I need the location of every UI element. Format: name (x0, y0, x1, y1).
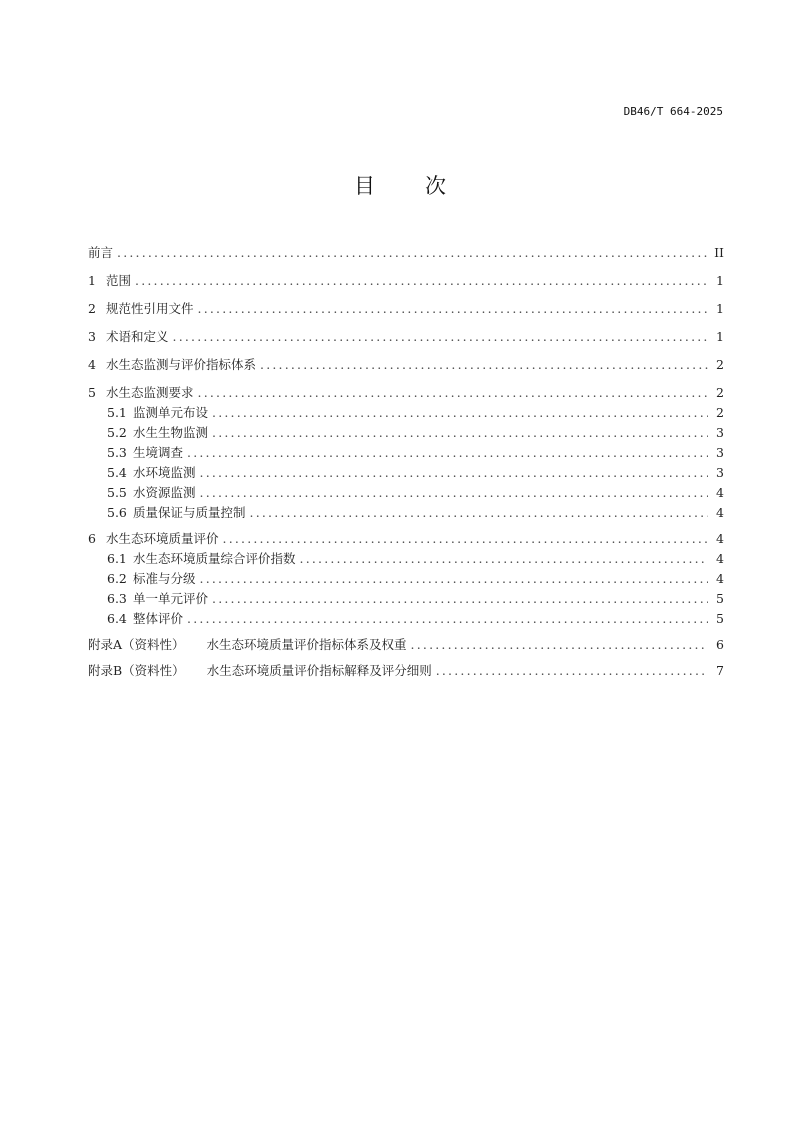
toc-entry-5[interactable] (88, 383, 724, 403)
toc-number: 5.6 (107, 505, 127, 520)
toc-label: 水生态环境质量评价指标解释及评分细则 (206, 663, 432, 678)
toc-leader-dots (173, 327, 708, 347)
toc-label: 水生态环境质量评价 (106, 531, 219, 546)
toc-page-number: 1 (716, 329, 724, 344)
toc-label: 规范性引用文件 (106, 301, 194, 316)
toc-leader-dots (200, 463, 708, 483)
toc-entry-6-1[interactable] (88, 549, 724, 569)
toc-leader-dots (436, 661, 708, 681)
toc-label: 水资源监测 (133, 485, 196, 500)
toc-leader-dots (117, 243, 708, 263)
toc-page-number: 4 (716, 505, 724, 520)
toc-leader-dots (198, 299, 708, 319)
toc-entry-3[interactable] (88, 327, 724, 347)
toc-page-number: 7 (716, 663, 724, 678)
toc-label: 水生生物监测 (133, 425, 209, 440)
toc-page-number: 2 (716, 357, 724, 372)
toc-page-number: 2 (716, 385, 724, 400)
toc-entry-1[interactable] (88, 271, 724, 291)
toc-entry-2[interactable] (88, 299, 724, 319)
title-char-2: 次 (425, 174, 446, 198)
toc-label: 水环境监测 (133, 465, 196, 480)
toc-leader-dots (187, 443, 708, 463)
toc-leader-dots (250, 503, 708, 523)
toc-number: 5.2 (107, 425, 127, 440)
toc-entry-5-2[interactable] (88, 423, 724, 443)
toc-leader-dots (135, 271, 708, 291)
toc-label: 标准与分级 (133, 571, 196, 586)
toc-entry-4[interactable] (88, 355, 724, 375)
toc-leader-dots (411, 635, 708, 655)
toc-number: 6 (88, 531, 96, 546)
toc-leader-dots (300, 549, 708, 569)
toc-label: 术语和定义 (106, 329, 169, 344)
toc-entry-6[interactable] (88, 529, 724, 549)
toc-label: 前言 (88, 245, 114, 260)
toc-page-number: 3 (716, 465, 724, 480)
toc-entry-6-2[interactable] (88, 569, 724, 589)
toc-page-number: 3 (716, 445, 724, 460)
toc-leader-dots (212, 589, 708, 609)
toc-number: 5.1 (107, 405, 127, 420)
toc-number: 1 (88, 273, 96, 288)
toc-leader-dots (212, 423, 708, 443)
toc-label: 水生态环境质量评价指标体系及权重 (206, 637, 407, 652)
toc-number: 5.5 (107, 485, 127, 500)
toc-label: 整体评价 (133, 611, 184, 626)
toc-page-number: 1 (716, 301, 724, 316)
toc-page-number: 4 (716, 571, 724, 586)
toc-number: 2 (88, 301, 96, 316)
toc-label: 单一单元评价 (133, 591, 209, 606)
toc-leader-dots (187, 609, 708, 629)
toc-number: 6.1 (107, 551, 127, 566)
toc-number: 3 (88, 329, 96, 344)
page-title (0, 170, 800, 200)
toc-page-number: 2 (716, 405, 724, 420)
toc-leader-dots (260, 355, 708, 375)
toc-entry-appendix-b[interactable] (88, 661, 724, 681)
title-char-1: 目 (354, 174, 375, 198)
toc-page-number: 4 (716, 551, 724, 566)
document-code: DB46/T 664-2025 (623, 105, 723, 118)
toc-entry-6-3[interactable] (88, 589, 724, 609)
toc-page-number: II (714, 245, 724, 260)
toc-entry-6-4[interactable] (88, 609, 724, 629)
toc-leader-dots (200, 483, 708, 503)
toc-label: 范围 (106, 273, 132, 288)
toc-label: 水生态监测要求 (106, 385, 194, 400)
toc-entry-5-6[interactable] (88, 503, 724, 523)
toc-leader-dots (212, 403, 708, 423)
toc-entry-5-4[interactable] (88, 463, 724, 483)
toc-leader-dots (200, 569, 708, 589)
toc-label: 水生态监测与评价指标体系 (106, 357, 257, 372)
toc-label: 监测单元布设 (133, 405, 209, 420)
toc-entry-5-5[interactable] (88, 483, 724, 503)
toc-entry-5-3[interactable] (88, 443, 724, 463)
toc-page-number: 1 (716, 273, 724, 288)
toc-number: 6.3 (107, 591, 127, 606)
toc-page-number: 6 (716, 637, 724, 652)
toc-number: 5.4 (107, 465, 127, 480)
toc-page-number: 4 (716, 485, 724, 500)
toc-label: 水生态环境质量综合评价指数 (133, 551, 296, 566)
toc-leader-dots (198, 383, 708, 403)
toc-entry-foreword[interactable] (88, 243, 724, 263)
toc-page-number: 4 (716, 531, 724, 546)
toc-page-number: 5 (716, 611, 724, 626)
toc-label: 生境调查 (133, 445, 184, 460)
toc-page-number: 3 (716, 425, 724, 440)
toc-entry-5-1[interactable] (88, 403, 724, 423)
toc-number: 6.4 (107, 611, 127, 626)
toc-number: 5.3 (107, 445, 127, 460)
toc-appendix-prefix: 附录A（资料性） (88, 637, 185, 652)
table-of-contents (88, 243, 724, 681)
toc-page-number: 5 (716, 591, 724, 606)
toc-leader-dots (223, 529, 708, 549)
toc-entry-appendix-a[interactable] (88, 635, 724, 655)
toc-label: 质量保证与质量控制 (133, 505, 246, 520)
toc-appendix-prefix: 附录B（资料性） (88, 663, 185, 678)
toc-number: 4 (88, 357, 96, 372)
toc-number: 6.2 (107, 571, 127, 586)
toc-number: 5 (88, 385, 96, 400)
